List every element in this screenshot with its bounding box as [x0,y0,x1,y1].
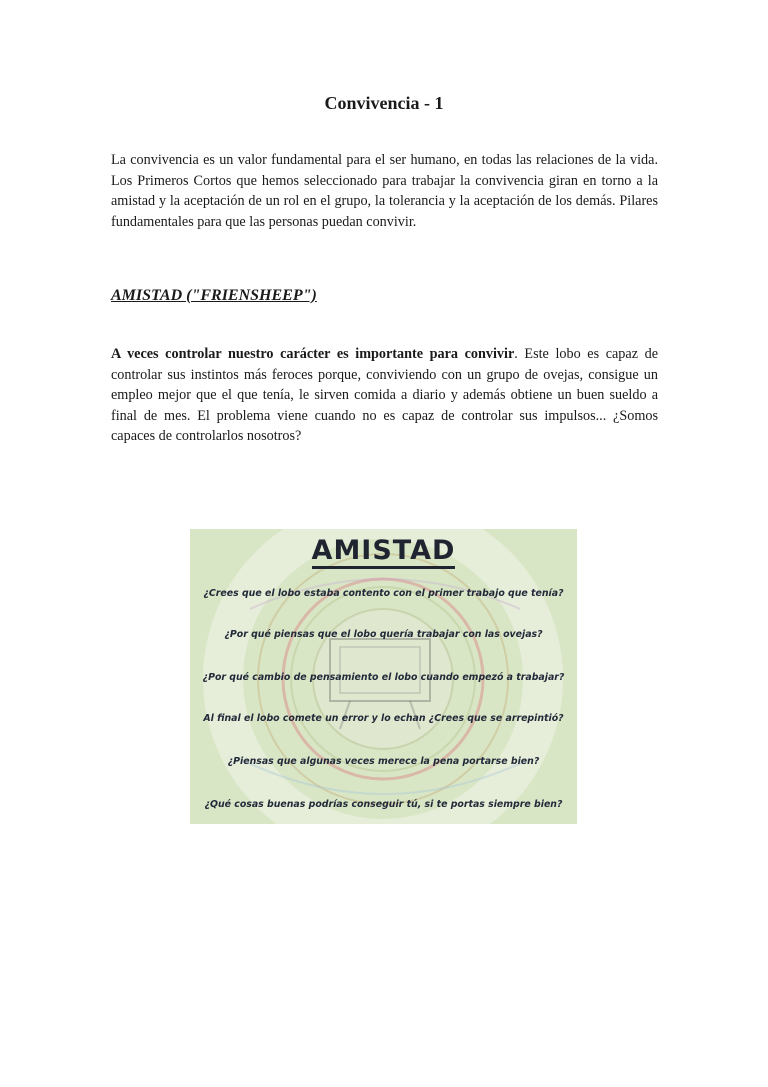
section-body: . Este lobo es capaz de controlar sus instintos más feroces porque, conviviendo con un grupo de ovejas, consigue un empleo mejor que el que tenía, le sirven comida a diario y además obtiene un buen sueldo a final de mes. El problema viene cuando no es capaz de controlar sus impulsos... ¿Somos capaces de controlarlos nosotros? [111,346,658,444]
poster-question: ¿Por qué cambio de pensamiento el lobo cuando empezó a trabajar? [202,672,565,683]
section-heading: AMISTAD ("FRIENSHEEP") [111,287,317,304]
poster-question: ¿Crees que el lobo estaba contento con el primer trabajo que tenía? [203,588,564,599]
poster-question: ¿Qué cosas buenas podrías conseguir tú, si te portas siempre bien? [204,799,563,810]
section-lead-bold: A veces controlar nuestro carácter es importante para convivir [111,346,515,362]
poster-question: ¿Por qué piensas que el lobo quería trabajar con las ovejas? [224,629,543,640]
intro-paragraph: La convivencia es un valor fundamental para el ser humano, en todas las relaciones de la vida. Los Primeros Cortos que hemos seleccionado para trabajar la convivencia giran en torno a la amistad y la aceptación de un rol en el grupo, la tolerancia y la aceptación de los demás. Pilares fundamentales para que las personas puedan convivir. [111,152,658,230]
poster-question: Al final el lobo comete un error y lo echan ¿Crees que se arrepintió? [203,713,564,724]
amistad-poster-image [190,529,577,824]
poster-title: AMISTAD [190,535,577,566]
poster-question: ¿Piensas que algunas veces merece la pena portarse bien? [227,756,540,767]
page-title: Convivencia - 1 [324,93,444,113]
section-paragraph [111,344,658,447]
